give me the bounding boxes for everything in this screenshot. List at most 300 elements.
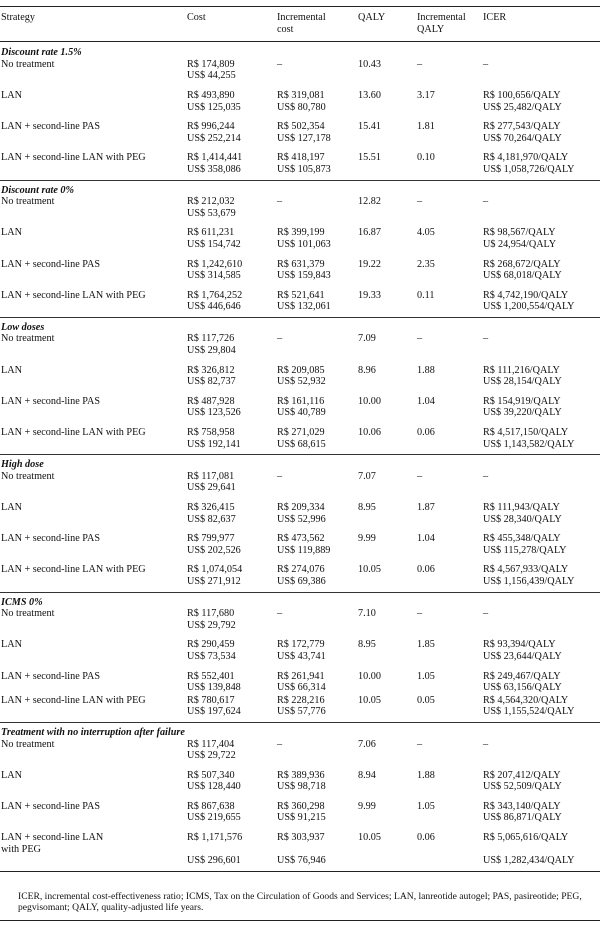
- strategy-cell: [0, 317, 186, 345]
- strategy-cell: [0, 152, 186, 164]
- strategy-cell: [0, 801, 186, 813]
- incremental-cost-usd: US$ 101,063: [277, 238, 331, 250]
- row-spacer: [0, 525, 600, 533]
- row-spacer: [0, 282, 600, 290]
- qaly-empty: [357, 102, 416, 114]
- table-row: [0, 564, 600, 576]
- icer-brl: R$ 93,394/QALY: [483, 639, 556, 651]
- cost-usd: US$ 44,255: [187, 70, 236, 82]
- incremental-cost-usd: [276, 208, 357, 220]
- incremental-qaly-empty: [416, 651, 482, 663]
- incremental-qaly-empty: [416, 133, 482, 145]
- table-row: [0, 502, 600, 514]
- qaly-value: 19.33: [358, 289, 381, 301]
- icer-brl: –: [483, 58, 489, 70]
- incremental-qaly-value: 0.06: [417, 564, 435, 576]
- strategy-cell-empty: [0, 855, 186, 867]
- table-body: [0, 42, 600, 872]
- icer-brl: R$ 4,742,190/QALY: [483, 289, 569, 301]
- cost-usd: US$ 53,679: [187, 207, 236, 219]
- table-row-usd: [0, 164, 600, 176]
- icer-brl: R$ 4,564,320/QALY: [483, 694, 569, 706]
- icer-usd: US$ 115,278/QALY: [483, 544, 567, 556]
- cost-brl: R$ 780,617: [187, 694, 235, 706]
- incremental-qaly-value: 1.05: [417, 670, 435, 682]
- table-row-usd: [0, 682, 600, 694]
- row-spacer: [0, 762, 600, 770]
- icer-usd: US$ 1,282,434/QALY: [483, 855, 575, 867]
- qaly-empty: [357, 682, 416, 694]
- cost-brl: R$ 290,459: [187, 639, 235, 651]
- incremental-cost-brl: R$ 399,199: [277, 227, 325, 239]
- incremental-cost-brl: R$ 473,562: [277, 533, 325, 545]
- incremental-cost-brl: R$ 360,298: [277, 800, 325, 812]
- qaly-value: 8.94: [358, 769, 376, 781]
- table-row-usd: [0, 407, 600, 419]
- qaly-empty: [357, 133, 416, 145]
- incremental-cost-usd: US$ 76,946: [277, 855, 326, 867]
- strategy-cell-empty: [0, 682, 186, 694]
- strategy-label: LAN + second-line PAS: [1, 121, 101, 133]
- qaly-empty: [357, 239, 416, 251]
- cost-usd: US$ 125,035: [187, 101, 241, 113]
- incremental-qaly-empty: [416, 545, 482, 557]
- qaly-empty: [357, 706, 416, 718]
- table-row-usd: [0, 812, 600, 824]
- incremental-qaly-value: –: [417, 196, 423, 208]
- qaly-empty: [357, 545, 416, 557]
- table-row-usd: [0, 102, 600, 114]
- row-spacer: [0, 494, 600, 502]
- row-spacer: [0, 82, 600, 90]
- qaly-value: 10.05: [358, 564, 381, 576]
- table-row: [0, 801, 600, 813]
- incremental-cost-usd: US$ 98,718: [277, 781, 326, 793]
- strategy-cell: [0, 832, 186, 855]
- incremental-cost-usd: US$ 66,314: [277, 682, 326, 694]
- row-spacer: [0, 419, 600, 427]
- icer-brl: R$ 249,467/QALY: [483, 670, 561, 682]
- icer-usd: US$ 1,156,439/QALY: [483, 575, 575, 587]
- table-row-usd: [0, 576, 600, 588]
- table-row-usd: [0, 651, 600, 663]
- incremental-qaly-value: 1.87: [417, 502, 435, 513]
- strategy-cell-empty: [0, 576, 186, 588]
- incremental-qaly-empty: [416, 164, 482, 176]
- strategy-cell: [0, 365, 186, 377]
- strategy-cell: [0, 427, 186, 439]
- incremental-cost-usd: US$ 91,215: [277, 812, 326, 824]
- icer-brl: R$ 343,140/QALY: [483, 800, 561, 812]
- cost-usd: US$ 252,214: [187, 132, 241, 144]
- incremental-cost-usd: [276, 345, 357, 357]
- strategy-cell-empty: [0, 750, 186, 762]
- qaly-empty: [357, 855, 416, 867]
- cost-brl: R$ 507,340: [187, 769, 235, 781]
- incremental-cost-usd: US$ 127,178: [277, 132, 331, 144]
- qaly-empty: [357, 376, 416, 388]
- icer-usd: US$ 68,018/QALY: [483, 270, 562, 282]
- table-row-usd: [0, 781, 600, 793]
- strategy-label: LAN: [1, 89, 22, 101]
- cost-usd: US$ 202,526: [187, 544, 241, 556]
- incremental-cost-brl: R$ 261,941: [277, 670, 325, 682]
- cost-usd: US$ 296,601: [187, 855, 241, 867]
- icer-usd: US$ 39,220/QALY: [483, 407, 562, 419]
- strategy-cell: [0, 533, 186, 545]
- incremental-cost-usd: US$ 57,776: [277, 706, 326, 718]
- incremental-qaly-value: 0.05: [417, 694, 435, 706]
- incremental-cost-usd: US$ 69,386: [277, 575, 326, 587]
- qaly-value: 10.05: [358, 694, 381, 706]
- incremental-qaly-value: –: [417, 470, 423, 482]
- qaly-value: 16.87: [358, 227, 381, 239]
- cost-brl: R$ 487,928: [187, 395, 235, 407]
- row-spacer: [0, 144, 600, 152]
- header-incremental-qaly-line1: Incremental: [417, 12, 466, 23]
- icer-brl: R$ 207,412/QALY: [483, 769, 561, 781]
- strategy-label: LAN + second-line LAN with PEG: [1, 289, 146, 301]
- icer-brl: –: [483, 470, 489, 482]
- strategy-cell-empty: [0, 270, 186, 282]
- incremental-cost-usd: US$ 52,996: [277, 513, 326, 525]
- header-icer: ICER: [483, 12, 507, 23]
- strategy-cell-empty: [0, 407, 186, 419]
- incremental-qaly-value: 0.06: [417, 832, 435, 844]
- incremental-cost-brl: R$ 271,029: [277, 427, 325, 439]
- incremental-qaly-value: 3.17: [417, 89, 435, 101]
- incremental-cost-usd: US$ 119,889: [277, 544, 331, 556]
- icer-usd: US$ 25,482/QALY: [483, 101, 562, 113]
- strategy-label: LAN + second-line LAN with PEG: [1, 427, 146, 439]
- strategy-label: LAN + second-line PAS: [1, 670, 101, 682]
- table-row: [0, 227, 600, 239]
- table-row: [0, 396, 600, 408]
- incremental-qaly-value: 0.11: [417, 289, 435, 301]
- strategy-cell-empty: [0, 208, 186, 220]
- incremental-cost-brl: R$ 209,334: [277, 502, 325, 513]
- incremental-qaly-empty: [416, 102, 482, 114]
- table-row-usd: [0, 750, 600, 762]
- cost-brl: R$ 174,809: [187, 58, 235, 70]
- incremental-cost-usd: US$ 68,615: [277, 438, 326, 450]
- icer-usd: [482, 345, 600, 357]
- qaly-value: 8.95: [358, 502, 376, 513]
- table-row: [0, 180, 600, 208]
- icer-usd: US$ 28,154/QALY: [483, 376, 562, 388]
- section-title: ICMS 0%: [1, 596, 43, 608]
- table-row-usd: [0, 345, 600, 357]
- incremental-cost-usd: [276, 620, 357, 632]
- table-row-usd: [0, 239, 600, 251]
- icer-brl: –: [483, 196, 489, 208]
- table-row-usd: [0, 620, 600, 632]
- table-row: [0, 427, 600, 439]
- qaly-empty: [357, 208, 416, 220]
- icer-brl: R$ 98,567/QALY: [483, 227, 556, 239]
- strategy-cell: [0, 639, 186, 651]
- strategy-label: No treatment: [1, 58, 55, 70]
- strategy-label: LAN + second-line PAS: [1, 395, 101, 407]
- incremental-cost-brl: –: [277, 470, 283, 482]
- table-row-usd: [0, 270, 600, 282]
- incremental-cost-usd: US$ 132,061: [277, 301, 331, 313]
- strategy-label: LAN + second-line PAS: [1, 258, 101, 270]
- incremental-cost-brl: R$ 418,197: [277, 152, 325, 164]
- strategy-cell-empty: [0, 651, 186, 663]
- cost-usd: US$ 219,655: [187, 812, 241, 824]
- icer-brl: –: [483, 608, 489, 620]
- icer-usd: US$ 63,156/QALY: [483, 682, 562, 694]
- qaly-value: 8.96: [358, 364, 376, 376]
- incremental-qaly-empty: [416, 706, 482, 718]
- icer-brl: R$ 111,943/QALY: [483, 502, 560, 513]
- strategy-cell-empty: [0, 514, 186, 526]
- incremental-cost-usd: US$ 159,843: [277, 270, 331, 282]
- icer-usd: US$ 70,264/QALY: [483, 132, 562, 144]
- qaly-empty: [357, 514, 416, 526]
- table-row-usd: [0, 208, 600, 220]
- row-spacer: [0, 219, 600, 227]
- qaly-empty: [357, 407, 416, 419]
- strategy-cell: [0, 180, 186, 208]
- incremental-qaly-value: 2.35: [417, 258, 435, 270]
- row-spacer: [0, 663, 600, 671]
- table-header: [0, 7, 600, 42]
- qaly-value: 15.41: [358, 121, 381, 133]
- strategy-label: No treatment: [1, 196, 55, 208]
- incremental-qaly-value: –: [417, 333, 423, 345]
- icer-brl: R$ 277,543/QALY: [483, 121, 561, 133]
- strategy-cell-empty: [0, 239, 186, 251]
- table-row: [0, 365, 600, 377]
- cost-usd: US$ 29,641: [187, 482, 236, 494]
- strategy-cell-empty: [0, 133, 186, 145]
- incremental-qaly-empty: [416, 620, 482, 632]
- table-row: [0, 42, 600, 71]
- qaly-empty: [357, 750, 416, 762]
- cost-brl: R$ 326,415: [187, 502, 235, 513]
- icer-usd: US$ 86,871/QALY: [483, 812, 562, 824]
- icer-usd: US$ 1,155,524/QALY: [483, 706, 575, 718]
- incremental-cost-brl: R$ 502,354: [277, 121, 325, 133]
- strategy-cell: [0, 90, 186, 102]
- qaly-empty: [357, 576, 416, 588]
- qaly-value: 7.06: [358, 738, 376, 750]
- qaly-value: 8.95: [358, 639, 376, 651]
- incremental-qaly-empty: [416, 682, 482, 694]
- qaly-value: 7.07: [358, 470, 376, 482]
- cost-brl: R$ 799,977: [187, 533, 235, 545]
- cost-usd: US$ 192,141: [187, 438, 241, 450]
- incremental-qaly-empty: [416, 208, 482, 220]
- cost-usd: US$ 82,637: [187, 513, 236, 525]
- table-footnote: ICER, incremental cost-effectiveness ratio; ICMS, Tax on the Circulation of Goods and Services; LAN, lanreotide autogel; PAS, pasireotide; PEG, pegvisomant; QALY, quality-adjusted life years.: [18, 891, 582, 914]
- section-title: Discount rate 1.5%: [1, 47, 82, 59]
- strategy-label: LAN + second-line LAN with PEG: [1, 564, 146, 576]
- incremental-cost-brl: R$ 303,937: [277, 832, 325, 844]
- strategy-label: LAN: [1, 502, 22, 513]
- incremental-qaly-empty: [416, 812, 482, 824]
- table-row-usd: [0, 855, 600, 867]
- incremental-cost-brl: R$ 319,081: [277, 89, 325, 101]
- icer-brl: R$ 455,348/QALY: [483, 533, 561, 545]
- qaly-value: 10.43: [358, 58, 381, 70]
- row-spacer: [0, 357, 600, 365]
- table-row: [0, 722, 600, 750]
- qaly-value: 7.10: [358, 608, 376, 620]
- strategy-label: LAN + second-line LAN with PEG: [1, 152, 146, 164]
- row-spacer: [0, 388, 600, 396]
- incremental-cost-brl: R$ 631,379: [277, 258, 325, 270]
- cost-brl: R$ 117,081: [187, 470, 235, 482]
- strategy-cell-empty: [0, 545, 186, 557]
- header-strategy: Strategy: [1, 12, 35, 23]
- incremental-cost-usd: US$ 80,780: [277, 101, 326, 113]
- header-incremental-cost: [276, 7, 357, 42]
- qaly-empty: [357, 270, 416, 282]
- cost-usd: US$ 123,526: [187, 407, 241, 419]
- strategy-label: No treatment: [1, 738, 55, 750]
- bottom-rule: [0, 920, 600, 921]
- incremental-cost-brl: –: [277, 738, 283, 750]
- icer-usd: US$ 1,200,554/QALY: [483, 301, 575, 313]
- qaly-value: 10.06: [358, 427, 381, 439]
- cost-usd: US$ 358,086: [187, 163, 241, 175]
- cost-brl: R$ 326,812: [187, 364, 235, 376]
- incremental-qaly-empty: [416, 781, 482, 793]
- incremental-qaly-value: –: [417, 58, 423, 70]
- row-spacer: [0, 631, 600, 639]
- row-spacer: [0, 113, 600, 121]
- cost-effectiveness-table: [0, 6, 600, 872]
- qaly-value: 9.99: [358, 800, 376, 812]
- qaly-empty: [357, 301, 416, 313]
- qaly-empty: [357, 439, 416, 451]
- table-row-usd: [0, 301, 600, 313]
- incremental-cost-brl: R$ 209,085: [277, 364, 325, 376]
- strategy-cell-empty: [0, 812, 186, 824]
- table-row: [0, 832, 600, 855]
- incremental-cost-usd: [276, 750, 357, 762]
- icer-brl: R$ 111,216/QALY: [483, 364, 560, 376]
- icer-brl: R$ 5,065,616/QALY: [483, 832, 569, 844]
- strategy-cell-empty: [0, 70, 186, 82]
- section-title: Discount rate 0%: [1, 184, 75, 196]
- qaly-empty: [357, 70, 416, 82]
- icer-usd: US$ 23,644/QALY: [483, 650, 562, 662]
- incremental-qaly-empty: [416, 239, 482, 251]
- header-incremental-qaly: [416, 7, 482, 42]
- qaly-value: 7.09: [358, 333, 376, 345]
- strategy-cell: [0, 564, 186, 576]
- icer-usd: [482, 208, 600, 220]
- icer-usd: [482, 620, 600, 632]
- header-cost: Cost: [187, 12, 206, 23]
- strategy-cell-empty: [0, 301, 186, 313]
- strategy-cell: [0, 502, 186, 514]
- table-row: [0, 317, 600, 345]
- table-row: [0, 121, 600, 133]
- incremental-qaly-value: 1.88: [417, 364, 435, 376]
- strategy-label: LAN: [1, 639, 22, 651]
- incremental-qaly-empty: [416, 514, 482, 526]
- incremental-qaly-value: 1.04: [417, 395, 435, 407]
- cost-usd: US$ 128,440: [187, 781, 241, 793]
- cost-usd: US$ 73,534: [187, 650, 236, 662]
- section-title: Low doses: [1, 321, 45, 333]
- icer-usd: US$ 52,509/QALY: [483, 781, 562, 793]
- strategy-cell-empty: [0, 345, 186, 357]
- incremental-qaly-value: 0.06: [417, 427, 435, 439]
- strategy-label: LAN + second-line LAN with PEG: [1, 694, 146, 706]
- icer-usd: [482, 70, 600, 82]
- incremental-cost-brl: R$ 521,641: [277, 289, 325, 301]
- incremental-cost-brl: R$ 274,076: [277, 564, 325, 576]
- row-spacer: [0, 867, 600, 872]
- incremental-cost-brl: –: [277, 196, 283, 208]
- cost-brl: R$ 1,414,441: [187, 152, 243, 164]
- incremental-qaly-empty: [416, 270, 482, 282]
- incremental-qaly-empty: [416, 301, 482, 313]
- strategy-cell: [0, 455, 186, 483]
- qaly-empty: [357, 482, 416, 494]
- icer-brl: –: [483, 333, 489, 345]
- icer-brl: R$ 268,672/QALY: [483, 258, 561, 270]
- strategy-label: LAN: [1, 227, 22, 239]
- incremental-qaly-value: 1.05: [417, 800, 435, 812]
- qaly-empty: [357, 345, 416, 357]
- strategy-cell-empty: [0, 620, 186, 632]
- strategy-cell-empty: [0, 102, 186, 114]
- cost-brl: R$ 117,404: [187, 738, 235, 750]
- strategy-label: LAN: [1, 769, 22, 781]
- incremental-qaly-empty: [416, 407, 482, 419]
- incremental-cost-brl: R$ 389,936: [277, 769, 325, 781]
- row-spacer: [0, 556, 600, 564]
- incremental-cost-brl: –: [277, 333, 283, 345]
- cost-brl: R$ 1,074,054: [187, 564, 243, 576]
- cost-brl: R$ 1,764,252: [187, 289, 243, 301]
- incremental-cost-brl: –: [277, 58, 283, 70]
- qaly-empty: [357, 620, 416, 632]
- row-spacer: [0, 793, 600, 801]
- icer-brl: –: [483, 738, 489, 750]
- cost-brl: R$ 1,171,576: [187, 832, 243, 844]
- qaly-empty: [357, 781, 416, 793]
- incremental-cost-usd: US$ 43,741: [277, 650, 326, 662]
- incremental-cost-usd: [276, 70, 357, 82]
- qaly-value: 15.51: [358, 152, 381, 164]
- section-title: High dose: [1, 459, 44, 471]
- qaly-value: 9.99: [358, 533, 376, 545]
- header-qaly: QALY: [358, 12, 386, 23]
- qaly-value: 19.22: [358, 258, 381, 270]
- cost-usd: US$ 154,742: [187, 238, 241, 250]
- table-row-usd: [0, 545, 600, 557]
- incremental-qaly-value: 0.10: [417, 152, 435, 164]
- strategy-cell: [0, 671, 186, 683]
- cost-usd: US$ 29,792: [187, 619, 236, 631]
- strategy-cell-empty: [0, 482, 186, 494]
- section-title: Treatment with no interruption after failure: [1, 726, 185, 738]
- table-row: [0, 290, 600, 302]
- icer-usd: US$ 1,058,726/QALY: [483, 163, 575, 175]
- incremental-cost-usd: [276, 482, 357, 494]
- cost-usd: US$ 197,624: [187, 706, 241, 718]
- table-row: [0, 533, 600, 545]
- incremental-qaly-empty: [416, 345, 482, 357]
